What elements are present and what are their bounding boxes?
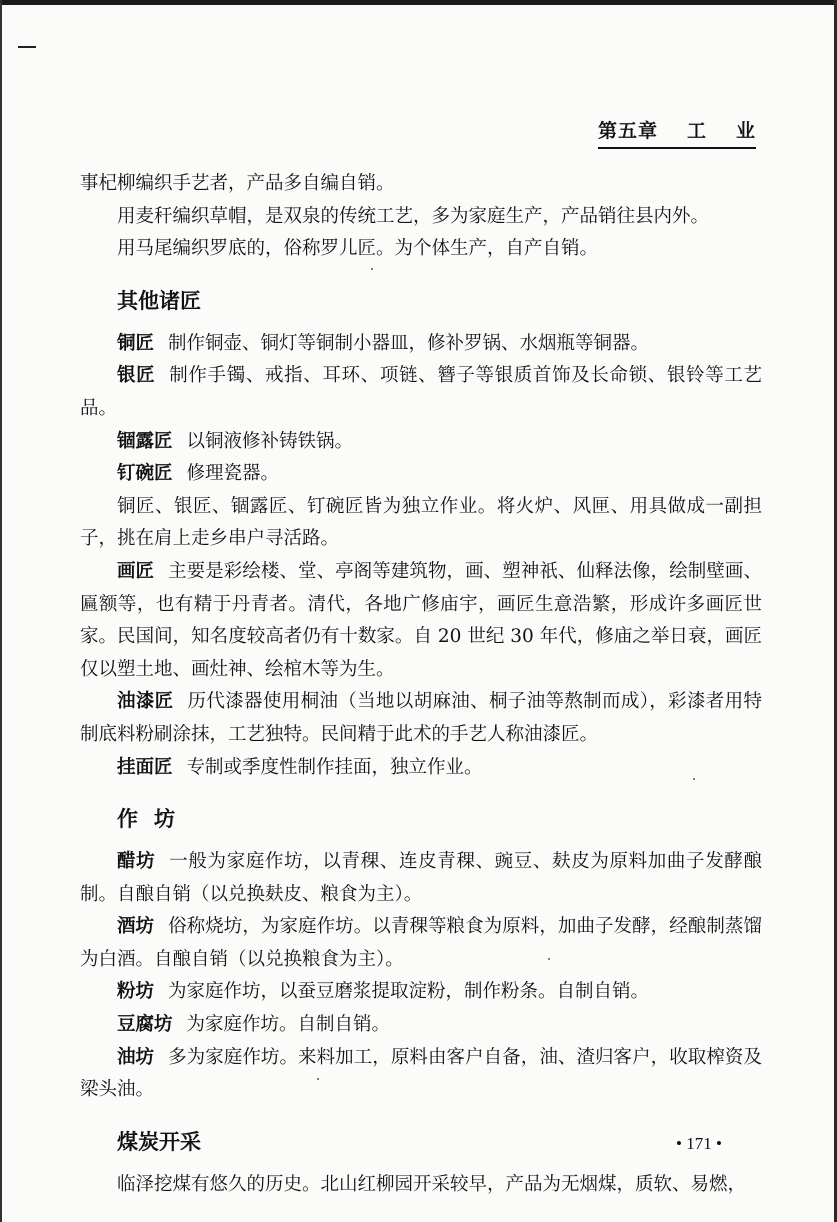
entry-bowl-riveter — [80, 458, 762, 491]
entry-starch — [80, 976, 762, 1009]
running-head-chapter: 第五章 — [598, 120, 659, 142]
entry-tinker — [80, 426, 762, 459]
running-head — [598, 116, 756, 149]
running-head-title-a: 工 — [686, 120, 707, 142]
scan-left-edge — [0, 0, 2, 1222]
entry-text: 修理瓷器。 — [186, 463, 280, 485]
running-head-title-b: 业 — [735, 120, 756, 142]
entry-text: 历代漆器使用桐油（当地以胡麻油、桐子油等熬制而成），彩漆者用特制底料粉刷涂抹，工艺独特。民间精于此术的手艺人称油漆匠。 — [80, 691, 762, 745]
entry-term: 豆腐坊 — [117, 1014, 173, 1036]
section-heading-coal: 煤炭开采 — [117, 1129, 201, 1154]
entry-term: 锢露匠 — [117, 430, 173, 452]
entry-term: 粉坊 — [117, 981, 155, 1003]
entry-text: 专制或季度性制作挂面，独立作业。 — [186, 756, 483, 778]
scan-speck — [317, 1078, 319, 1080]
entry-term: 醋坊 — [117, 851, 156, 873]
entry-term: 铜匠 — [117, 332, 155, 354]
paragraph-straw-hat: 用麦秆编织草帽，是双泉的传统工艺，多为家庭生产，产品销往县内外。 — [117, 205, 710, 227]
page-number: • 171 • — [676, 1134, 722, 1153]
entry-text: 俗称烧坊，为家庭作坊。以青稞等粮食为原料，加曲子发酵，经酿制蒸馏为白酒。自酿自销（以兑换粮食为主）。 — [80, 916, 762, 970]
entry-term: 画匠 — [117, 560, 155, 582]
entry-text: 制作手镯、戒指、耳环、项链、簪子等银质首饰及长命锁、银铃等工艺品。 — [80, 365, 762, 419]
scan-speck — [548, 958, 550, 960]
entry-text: 为家庭作坊，以蚕豆磨浆提取淀粉，制作粉条。自制自销。 — [168, 981, 650, 1003]
paragraph-coal: 临泽挖煤有悠久的历史。北山红柳园开采较早，产品为无烟煤，质软、易燃， — [117, 1173, 747, 1195]
entry-text: 一般为家庭作坊，以青稞、连皮青稞、豌豆、麸皮为原料加曲子发酵酿制。自酿自销（以兑换麸皮、粮食为主）。 — [80, 851, 762, 905]
scan-speck — [693, 778, 695, 780]
entry-term: 银匠 — [117, 365, 156, 387]
entry-text: 制作铜壶、铜灯等铜制小器皿，修补罗锅、水烟瓶等铜器。 — [168, 332, 650, 354]
entry-liquor — [80, 911, 762, 976]
entry-noodle — [80, 752, 762, 785]
entry-text: 主要是彩绘楼、堂、亭阁等建筑物，画、塑神祇、仙释法像，绘制壁画、匾额等，也有精于丹青者。清代，各地广修庙宇，画匠生意浩繁，形成许多画匠世家。民国间，知名度较高者仍有十数家。自 20 世纪 30 年代，修庙之举日衰，画匠仅以塑土地、画灶神、绘棺木等为生。 — [80, 560, 762, 680]
margin-mark — [18, 46, 36, 48]
entry-lacquer — [80, 686, 762, 751]
entry-term: 油坊 — [117, 1046, 155, 1068]
scan-top-edge — [0, 0, 837, 5]
paragraph-continued: 事杞柳编织手艺者，产品多自编自销。 — [80, 173, 395, 194]
paragraph-itinerant: 铜匠、银匠、锢露匠、钉碗匠皆为独立作业。将火炉、风匣、用具做成一副担子，挑在肩上走乡串户寻活路。 — [80, 495, 762, 550]
entry-term: 钉碗匠 — [117, 463, 173, 485]
section-heading-other-crafts: 其他诸匠 — [117, 288, 201, 313]
section-heading-workshops: 作坊 — [117, 807, 191, 832]
entry-copper — [80, 328, 762, 361]
entry-painter — [80, 556, 762, 686]
entry-term: 挂面匠 — [117, 756, 173, 778]
entry-text: 以铜液修补铸铁锅。 — [186, 430, 354, 452]
page-body — [80, 168, 762, 1201]
entry-silver — [80, 360, 762, 425]
entry-oil — [80, 1042, 762, 1107]
scan-speck — [371, 268, 373, 270]
entry-vinegar — [80, 846, 762, 911]
paragraph-horsehair: 用马尾编织罗底的，俗称罗儿匠。为个体生产，自产自销。 — [117, 238, 599, 260]
entry-text: 多为家庭作坊。来料加工，原料由客户自备，油、渣归客户，收取榨资及梁头油。 — [80, 1046, 762, 1101]
entry-term: 酒坊 — [117, 916, 155, 938]
entry-text: 为家庭作坊。自制自销。 — [186, 1014, 391, 1036]
entry-tofu — [80, 1009, 762, 1042]
entry-term: 油漆匠 — [117, 691, 174, 713]
